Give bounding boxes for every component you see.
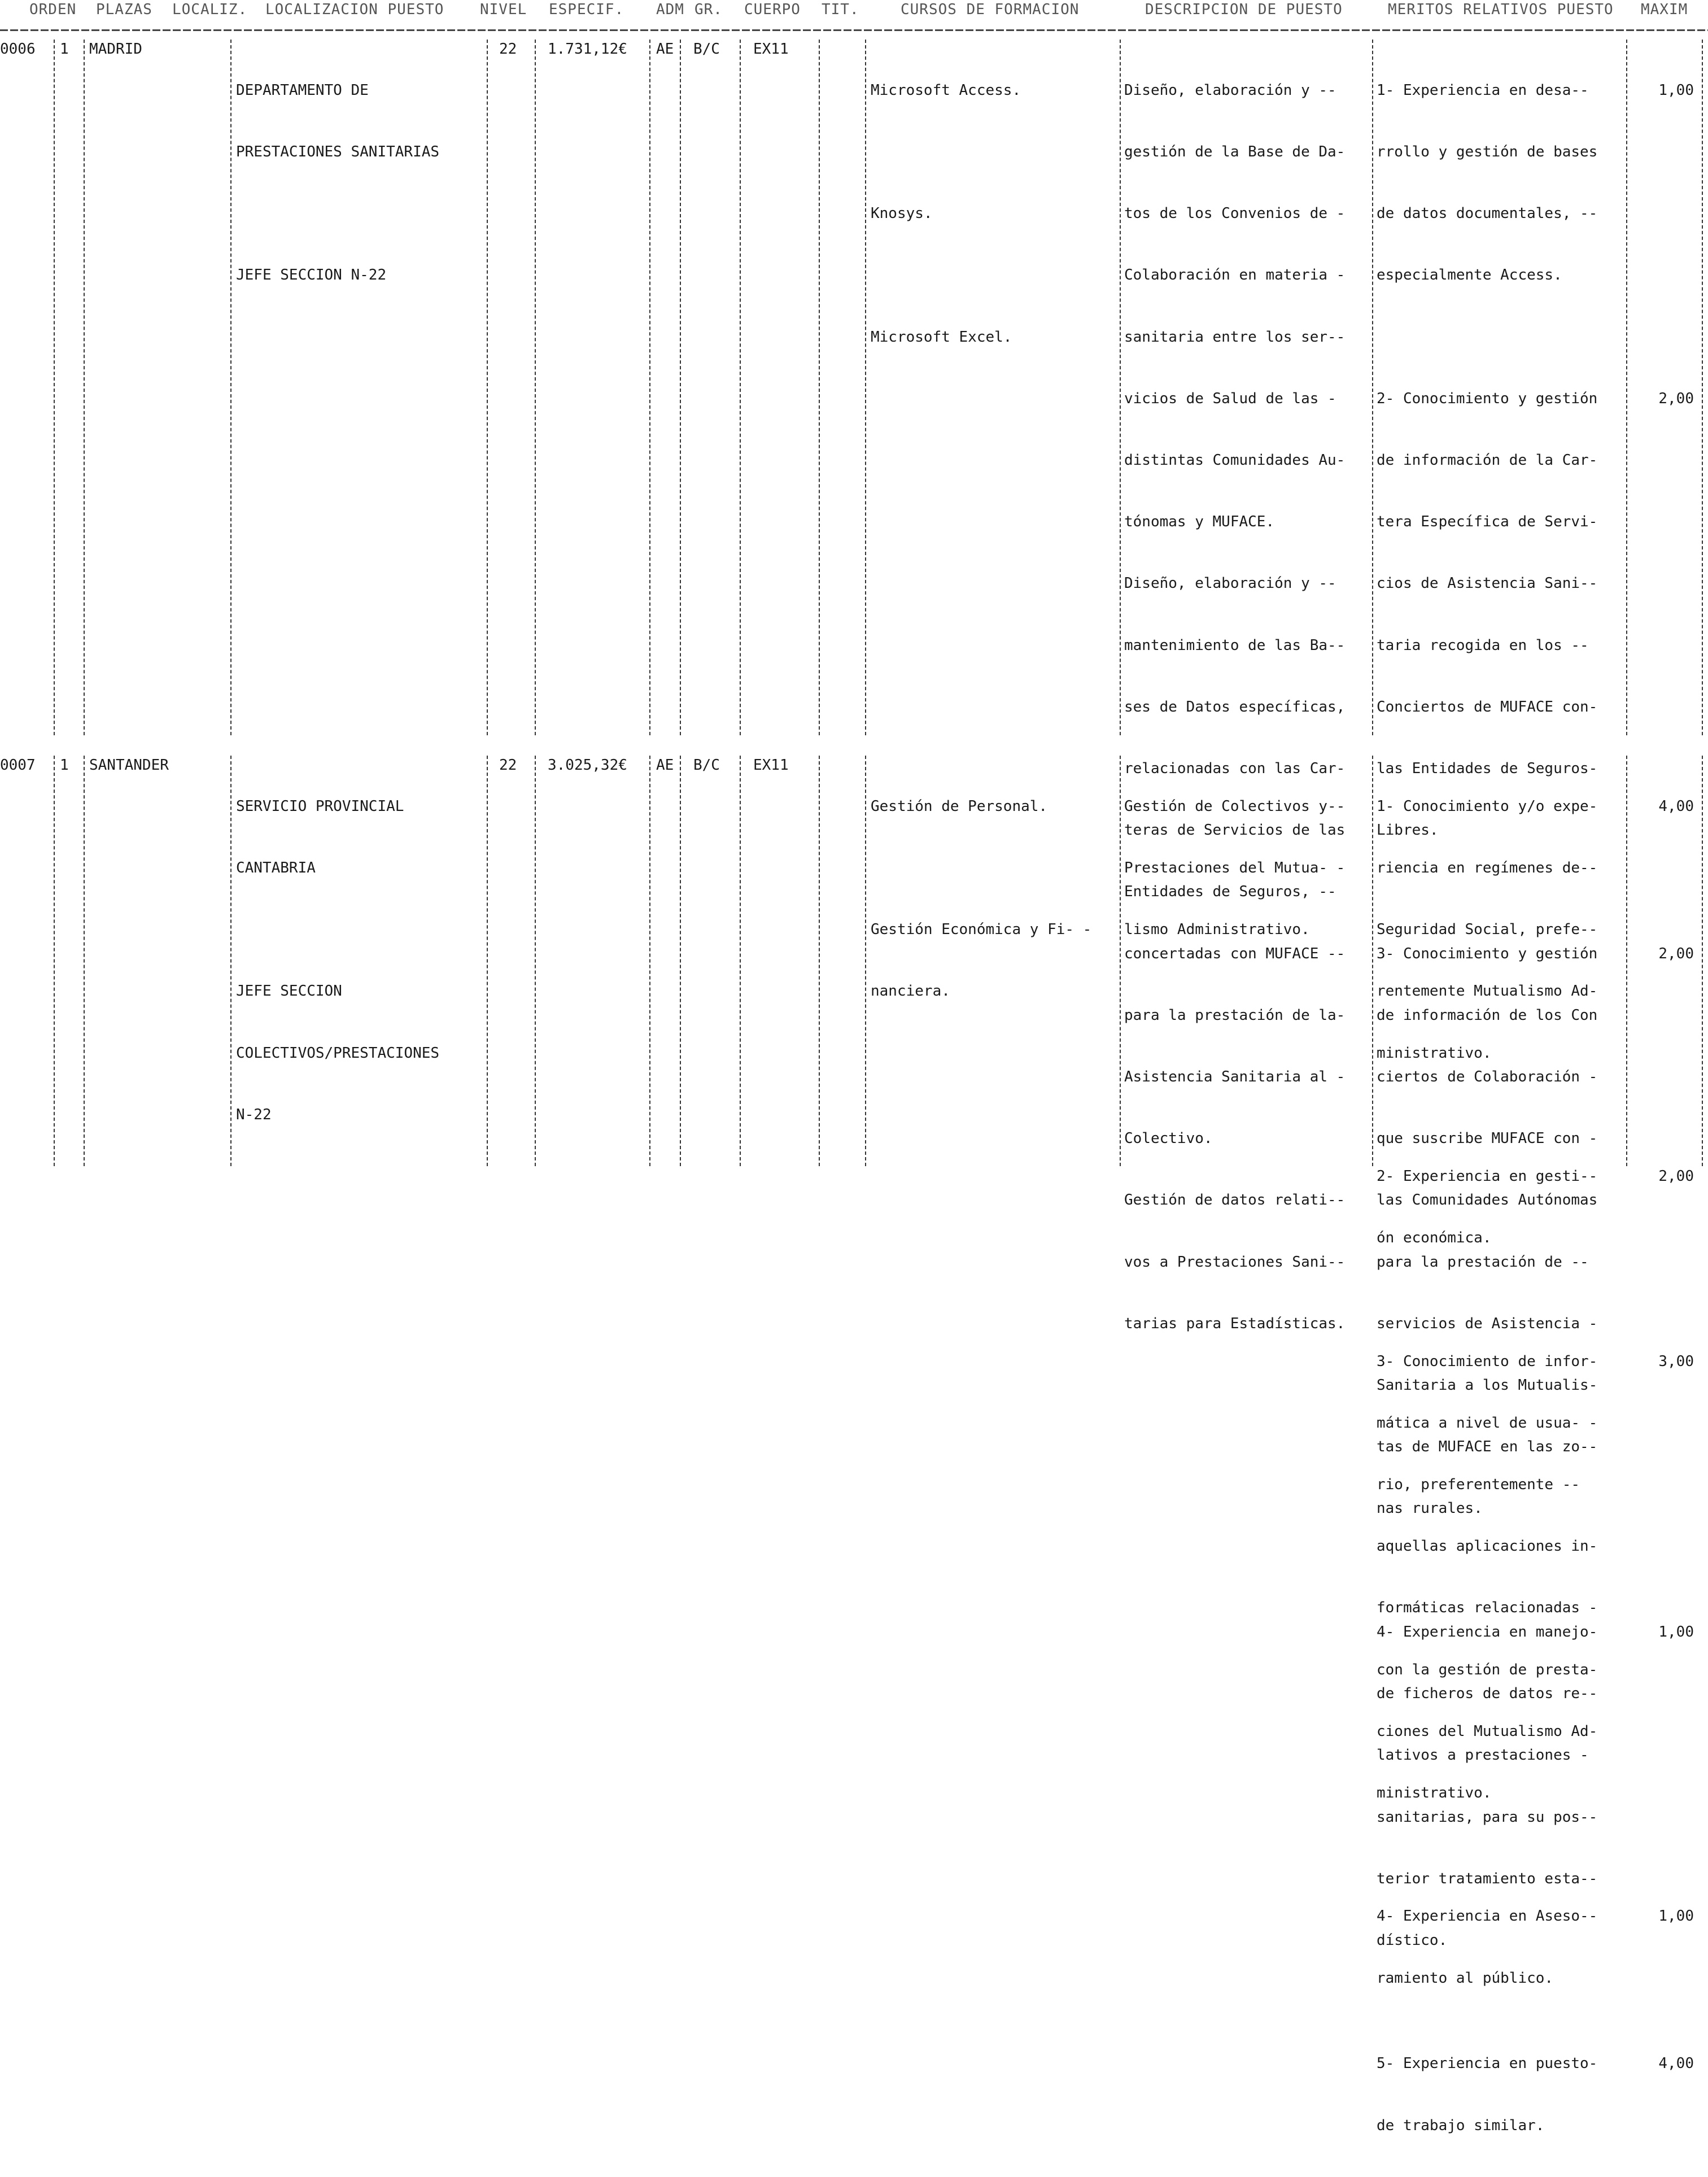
score-value xyxy=(1631,450,1694,470)
text-line: N-22 xyxy=(236,1106,272,1123)
text-line: 3- Conocimiento de infor- xyxy=(1377,1353,1598,1370)
descripcion-text xyxy=(1124,39,1345,1375)
column-divider xyxy=(230,756,231,1166)
text-line: 1- Conocimiento y/o expe- xyxy=(1377,797,1598,815)
score-value xyxy=(1631,1228,1694,1248)
especif-value: 1.731,12€ xyxy=(548,41,627,58)
header-orden: ORDEN xyxy=(29,1,77,18)
text-line: para la prestación de la- xyxy=(1124,1006,1346,1024)
score-value xyxy=(1631,1043,1694,1063)
score-value: 2,00 xyxy=(1658,390,1694,407)
column-divider xyxy=(1372,40,1373,735)
descripcion-text xyxy=(1124,755,1345,981)
score-value xyxy=(1631,919,1694,940)
text-line: riencia en regímenes de-- xyxy=(1377,860,1598,877)
column-divider xyxy=(84,40,85,735)
text-line: formáticas relacionadas - xyxy=(1377,1599,1598,1617)
orden-value: 0007 xyxy=(0,757,36,774)
nivel-value: 22 xyxy=(499,41,517,58)
header-gr: GR. xyxy=(694,1,723,18)
text-line: las Entidades de Seguros- xyxy=(1377,760,1598,778)
plazas-value: 1 xyxy=(60,41,69,58)
localizacion-puesto-text xyxy=(236,39,439,327)
text-line: rentemente Mutualismo Ad- xyxy=(1377,983,1598,1000)
score-value xyxy=(1631,1536,1694,1556)
header-plazas: PLAZAS xyxy=(96,1,152,18)
column-divider xyxy=(649,756,650,1166)
text-line: gestión de la Base de Da- xyxy=(1124,143,1346,161)
score-value xyxy=(1631,1413,1694,1433)
text-line: 2- Experiencia en gesti-- xyxy=(1377,1168,1598,1185)
text-line: cios de Asistencia Sani-- xyxy=(1377,575,1598,592)
score-value xyxy=(1631,981,1694,1001)
header-cuerpo: CUERPO xyxy=(744,1,801,18)
text-line: vicios de Salud de las - xyxy=(1124,390,1336,407)
text-line: 4- Experiencia en manejo- xyxy=(1377,1623,1598,1641)
column-divider xyxy=(54,756,55,1166)
score-value xyxy=(1631,142,1694,162)
text-line: ministrativo. xyxy=(1377,1785,1492,1802)
score-value xyxy=(1631,858,1694,878)
header-localiz: LOCALIZ. xyxy=(172,1,248,18)
text-line: de información de la Car- xyxy=(1377,452,1598,469)
plazas-value: 1 xyxy=(60,757,69,774)
text-line: de información de los Con xyxy=(1377,1006,1598,1024)
score-value xyxy=(1631,1844,1694,1865)
gr-value: B/C xyxy=(693,757,720,774)
column-divider xyxy=(740,756,741,1166)
text-line: Prestaciones del Mutua- - xyxy=(1124,860,1346,877)
column-divider xyxy=(680,756,681,1166)
text-line xyxy=(871,142,1021,162)
header-localizacion-puesto: LOCALIZACION PUESTO xyxy=(265,1,444,18)
text-line: DEPARTAMENTO DE xyxy=(236,81,369,99)
header-especif: ESPECIF. xyxy=(549,1,624,18)
text-line: vos a Prestaciones Sani-- xyxy=(1124,1253,1346,1271)
text-line xyxy=(236,203,439,224)
column-divider xyxy=(84,756,85,1166)
column-divider xyxy=(1626,756,1627,1166)
text-line: mantenimiento de las Ba-- xyxy=(1124,636,1346,654)
text-line: nanciera. xyxy=(871,983,950,1000)
text-line: para la prestación de -- xyxy=(1377,1253,1589,1271)
text-line: Microsoft Excel. xyxy=(871,328,1012,346)
text-line: Asistencia Sanitaria al - xyxy=(1124,1068,1346,1086)
text-line: Gestión de Colectivos y-- xyxy=(1124,797,1346,815)
cuerpo-value: EX11 xyxy=(753,41,789,58)
text-line: tónomas y MUFACE. xyxy=(1124,513,1275,531)
score-value xyxy=(1631,573,1694,594)
column-divider xyxy=(1372,756,1373,1166)
score-value: 2,00 xyxy=(1658,1168,1694,1185)
text-line: ciones del Mutualismo Ad- xyxy=(1377,1722,1598,1740)
header-adm: ADM xyxy=(656,1,684,18)
text-line: COLECTIVOS/PRESTACIONES xyxy=(236,1044,440,1062)
text-line: con la gestión de presta- xyxy=(1377,1661,1598,1678)
nivel-value: 22 xyxy=(499,757,517,774)
column-divider xyxy=(54,40,55,735)
text-line: sanitaria entre los ser-- xyxy=(1124,328,1346,346)
header-rule xyxy=(0,29,1708,31)
text-line: 4- Experiencia en Aseso-- xyxy=(1377,1908,1598,1925)
column-divider xyxy=(1120,756,1121,1166)
text-line: 5- Experiencia en puesto- xyxy=(1377,2055,1598,2073)
text-line: concertadas con MUFACE -- xyxy=(1124,945,1346,962)
text-line: de ficheros de datos re-- xyxy=(1377,1685,1598,1703)
text-line: Colectivo. xyxy=(1124,1130,1213,1148)
score-value xyxy=(1631,1660,1694,1680)
column-divider xyxy=(487,40,488,735)
score-value xyxy=(1631,1598,1694,1618)
text-line: Gestión Económica y Fi- - xyxy=(871,921,1092,939)
text-line: que suscribe MUFACE con - xyxy=(1377,1130,1598,1148)
column-divider xyxy=(535,40,536,735)
score-value xyxy=(1631,697,1694,717)
column-divider xyxy=(1626,40,1627,735)
text-line xyxy=(236,919,439,940)
text-line: SERVICIO PROVINCIAL xyxy=(236,797,404,815)
header-meritos: MERITOS RELATIVOS PUESTO xyxy=(1388,1,1614,18)
text-line: Conciertos de MUFACE con- xyxy=(1377,698,1598,716)
column-divider xyxy=(1702,756,1703,1166)
text-line: dístico. xyxy=(1377,1931,1448,1949)
score-value xyxy=(1631,1968,1694,1988)
text-line: JEFE SECCION N-22 xyxy=(236,267,387,284)
header-tit: TIT. xyxy=(822,1,859,18)
score-value: 3,00 xyxy=(1658,1353,1694,1370)
text-line xyxy=(871,265,1021,285)
cursos-text xyxy=(871,39,1021,389)
text-line: tarias para Estadísticas. xyxy=(1124,1315,1346,1332)
text-line: ramiento al público. xyxy=(1377,1969,1554,1987)
meritos-text xyxy=(1377,755,1597,2030)
text-line: teras de Servicios de las xyxy=(1124,822,1346,839)
text-line: servicios de Asistencia - xyxy=(1377,1315,1598,1332)
column-divider xyxy=(819,756,820,1166)
text-line: Sanitaria a los Mutualis- xyxy=(1377,1377,1598,1394)
text-line: terior tratamiento esta-- xyxy=(1377,1870,1598,1887)
header-maxim: MAXIM xyxy=(1641,1,1688,18)
text-line xyxy=(1377,1289,1597,1310)
localidad-value: SANTANDER xyxy=(89,757,169,774)
text-line: 1- Experiencia en desa-- xyxy=(1377,81,1589,99)
score-value xyxy=(1631,1721,1694,1742)
gr-value: B/C xyxy=(693,41,720,58)
text-line: ses de Datos específicas, xyxy=(1124,698,1346,716)
score-value xyxy=(1631,265,1694,285)
text-line xyxy=(1377,1844,1597,1865)
text-line: Knosys. xyxy=(871,205,933,223)
adm-value: AE xyxy=(656,41,674,58)
text-line: rio, preferentemente -- xyxy=(1377,1476,1580,1494)
text-line: de datos documentales, -- xyxy=(1377,205,1598,223)
text-line: 3- Conocimiento y gestión xyxy=(1377,945,1598,962)
especif-value: 3.025,32€ xyxy=(548,757,627,774)
text-line: las Comunidades Autónomas xyxy=(1377,1192,1598,1209)
column-divider xyxy=(1120,40,1121,735)
score-value: 1,00 xyxy=(1658,81,1694,99)
text-line: rrollo y gestión de bases xyxy=(1377,143,1598,161)
text-line: relacionadas con las Car- xyxy=(1124,760,1346,778)
text-line: tera Específica de Servi- xyxy=(1377,513,1598,531)
text-line: lismo Administrativo. xyxy=(1124,921,1310,939)
score-value: 4,00 xyxy=(1658,797,1694,815)
text-line: taria recogida en los -- xyxy=(1377,636,1589,654)
text-line: ón económica. xyxy=(1377,1229,1492,1247)
score-value: 2,00 xyxy=(1658,945,1694,962)
localidad-value: MADRID xyxy=(89,41,142,58)
text-line: ciertos de Colaboración - xyxy=(1377,1068,1598,1086)
text-line xyxy=(1377,1105,1597,1125)
column-divider xyxy=(1702,40,1703,735)
score-value: 4,00 xyxy=(1658,2055,1694,2073)
text-line: tas de MUFACE en las zo-- xyxy=(1377,1438,1598,1456)
column-divider xyxy=(819,40,820,735)
score-value xyxy=(1631,203,1694,224)
score-value xyxy=(1631,1783,1694,1803)
localizacion-puesto-text xyxy=(236,755,439,1166)
text-line: especialmente Access. xyxy=(1377,267,1562,284)
text-line: CANTABRIA xyxy=(236,860,316,877)
score-value xyxy=(1631,1105,1694,1125)
score-value xyxy=(1631,2115,1694,2136)
orden-value: 0006 xyxy=(0,41,36,58)
column-divider xyxy=(535,756,536,1166)
column-divider xyxy=(865,756,866,1166)
text-line: PRESTACIONES SANITARIAS xyxy=(236,143,440,161)
text-line: Seguridad Social, prefe-- xyxy=(1377,921,1598,939)
text-line: ministrativo. xyxy=(1377,1044,1492,1062)
score-value xyxy=(1631,1289,1694,1310)
text-line: Colaboración en materia - xyxy=(1124,267,1346,284)
text-line xyxy=(871,858,1091,878)
cursos-text xyxy=(871,755,1091,1043)
adm-value: AE xyxy=(656,757,674,774)
text-line: Diseño, elaboración y -- xyxy=(1124,575,1336,592)
text-line: Entidades de Seguros, -- xyxy=(1124,883,1336,901)
score-value xyxy=(1631,1474,1694,1495)
text-line: Libres. xyxy=(1377,822,1439,839)
text-line: sanitarias, para su pos-- xyxy=(1377,1808,1598,1826)
column-divider xyxy=(649,40,650,735)
text-line: JEFE SECCION xyxy=(236,983,342,1000)
text-line: Diseño, elaboración y -- xyxy=(1124,81,1336,99)
text-line: 2- Conocimiento y gestión xyxy=(1377,390,1598,407)
cuerpo-value: EX11 xyxy=(753,757,789,774)
text-line: distintas Comunidades Au- xyxy=(1124,452,1346,469)
header-cursos: CURSOS DE FORMACION xyxy=(901,1,1080,18)
text-line xyxy=(1377,327,1597,347)
column-divider xyxy=(487,756,488,1166)
score-value xyxy=(1631,512,1694,532)
text-line: de trabajo similar. xyxy=(1377,2117,1545,2134)
header-nivel: NIVEL xyxy=(480,1,527,18)
text-line: Microsoft Access. xyxy=(871,81,1021,99)
text-line: mática a nivel de usua- - xyxy=(1377,1414,1598,1432)
maxim-values xyxy=(1631,755,1694,2030)
text-line: tos de los Convenios de - xyxy=(1124,205,1346,223)
text-line: Gestión de Personal. xyxy=(871,797,1048,815)
score-value: 1,00 xyxy=(1658,1623,1694,1641)
column-divider xyxy=(680,40,681,735)
header-descripcion: DESCRIPCION DE PUESTO xyxy=(1145,1,1343,18)
score-value: 1,00 xyxy=(1658,1908,1694,1925)
score-value xyxy=(1631,327,1694,347)
column-divider xyxy=(865,40,866,735)
text-line: aquellas aplicaciones in- xyxy=(1377,1538,1598,1555)
text-line: Gestión de datos relati-- xyxy=(1124,1192,1346,1209)
score-value xyxy=(1631,635,1694,656)
column-divider xyxy=(230,40,231,735)
text-line: nas rurales. xyxy=(1377,1500,1483,1517)
column-divider xyxy=(740,40,741,735)
text-line: lativos a prestaciones - xyxy=(1377,1747,1589,1764)
